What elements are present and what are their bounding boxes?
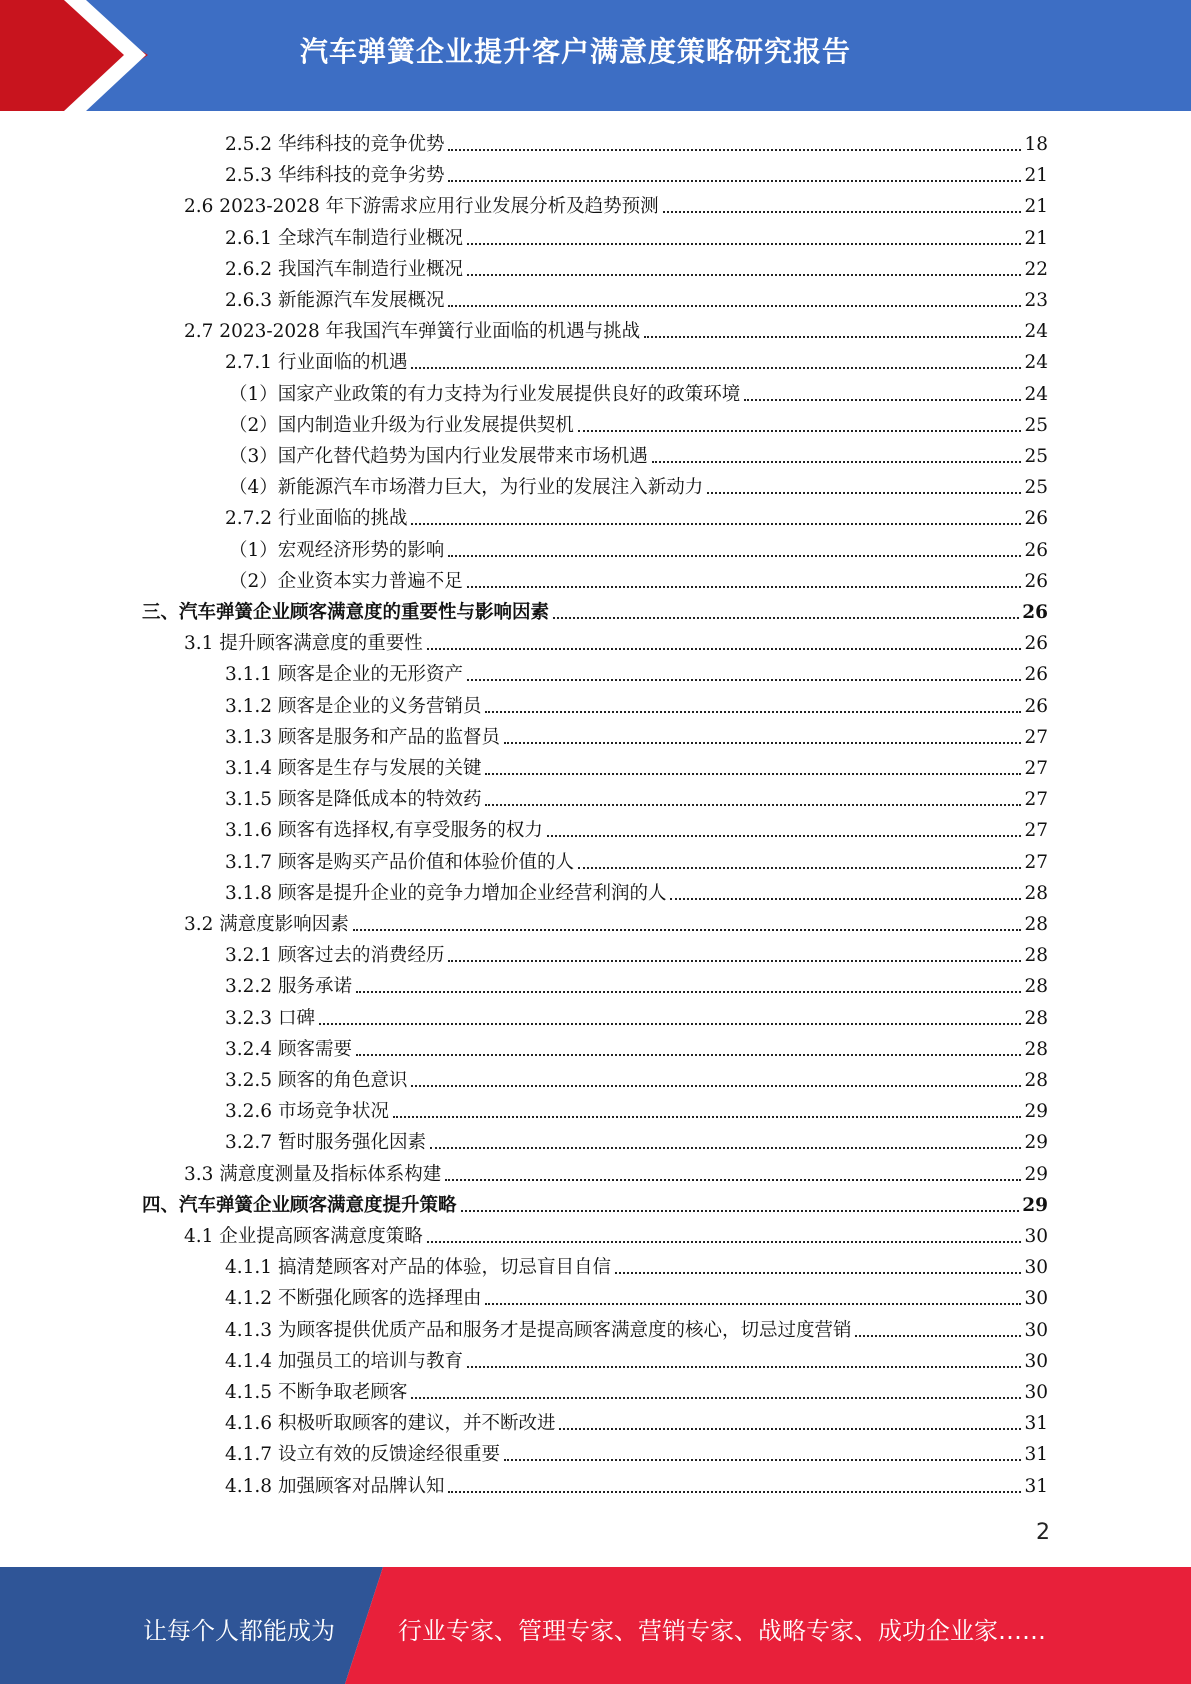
toc-dot-leader (411, 367, 1021, 369)
toc-entry[interactable] (225, 347, 1048, 375)
toc-dot-leader (356, 1054, 1022, 1056)
toc-dot-leader (427, 1241, 1022, 1243)
toc-entry-title: 2.5.3 华纬科技的竞争劣势 (225, 165, 445, 187)
toc-dot-leader (448, 149, 1021, 151)
toc-entry[interactable] (225, 129, 1048, 157)
toc-entry-page: 28 (1024, 914, 1048, 935)
toc-entry[interactable] (225, 223, 1048, 251)
toc-entry-title: 4.1.6 积极听取顾客的建议，并不断改进 (225, 1413, 556, 1435)
toc-entry-page: 26 (1024, 539, 1048, 561)
toc-entry[interactable] (225, 160, 1048, 188)
toc-entry-page: 24 (1024, 321, 1048, 343)
page-header (0, 0, 1191, 111)
toc-entry[interactable] (225, 815, 1048, 843)
toc-entry-title: 3.1 提升顾客满意度的重要性 (184, 633, 423, 655)
toc-entry-page: 28 (1024, 976, 1048, 998)
toc-entry[interactable] (142, 597, 1048, 625)
toc-dot-leader (353, 929, 1022, 931)
toc-entry-title: 3.1.7 顾客是购买产品价值和体验价值的人 (225, 851, 574, 873)
toc-entry-page: 22 (1024, 258, 1048, 280)
toc-entry[interactable] (225, 691, 1048, 719)
toc-entry-title: 3.2.5 顾客的角色意识 (225, 1070, 408, 1091)
toc-dot-leader (663, 211, 1022, 213)
toc-entry-title: 4.1.8 加强顾客对品牌认知 (225, 1475, 445, 1497)
toc-entry-title: 2.6.3 新能源汽车发展概况 (225, 290, 445, 311)
toc-entry-page: 28 (1024, 945, 1048, 967)
toc-entry[interactable] (229, 410, 1048, 438)
toc-dot-leader (615, 1272, 1021, 1274)
toc-entry-page: 30 (1024, 1257, 1048, 1279)
toc-entry-title: 3.1.4 顾客是生存与发展的关键 (225, 758, 482, 779)
toc-entry-page: 25 (1024, 477, 1048, 499)
toc-entry[interactable] (184, 628, 1048, 656)
toc-dot-leader (855, 1335, 1021, 1337)
toc-entry-title: 2.6.1 全球汽车制造行业概况 (225, 227, 463, 249)
toc-entry-title: 3.2.1 顾客过去的消费经历 (225, 945, 445, 967)
toc-dot-leader (485, 1303, 1021, 1305)
toc-entry-page: 21 (1024, 196, 1048, 218)
toc-entry[interactable] (225, 1065, 1048, 1093)
toc-entry-page: 30 (1024, 1319, 1048, 1341)
toc-dot-leader (504, 742, 1021, 744)
toc-entry-title: 2.7 2023-2028 年我国汽车弹簧行业面临的机遇与挑战 (184, 321, 641, 343)
toc-entry-title: 4.1.5 不断争取老顾客 (225, 1382, 408, 1403)
toc-dot-leader (430, 1147, 1021, 1149)
toc-entry[interactable] (225, 940, 1048, 968)
toc-entry-page: 28 (1024, 1007, 1048, 1029)
toc-entry[interactable] (229, 472, 1048, 500)
toc-entry-page: 29 (1022, 1194, 1048, 1216)
toc-dot-leader (448, 960, 1021, 962)
toc-dot-leader (652, 461, 1022, 463)
toc-entry[interactable] (184, 1159, 1048, 1187)
toc-entry[interactable] (225, 1471, 1048, 1499)
toc-dot-leader (445, 1179, 1021, 1181)
toc-entry[interactable] (225, 1439, 1048, 1467)
toc-dot-leader (448, 555, 1021, 557)
toc-entry-title: 3.2 满意度影响因素 (184, 914, 349, 935)
toc-dot-leader (467, 274, 1021, 276)
toc-dot-leader (485, 711, 1021, 713)
toc-entry[interactable] (229, 441, 1048, 469)
toc-dot-leader (448, 180, 1021, 182)
toc-entry-title: 3.1.5 顾客是降低成本的特效药 (225, 789, 482, 811)
toc-entry-page: 30 (1024, 1382, 1048, 1403)
toc-entry[interactable] (225, 1252, 1048, 1280)
toc-entry-title: 4.1.2 不断强化顾客的选择理由 (225, 1288, 482, 1310)
toc-entry[interactable] (184, 191, 1048, 219)
toc-entry-page: 30 (1024, 1288, 1048, 1310)
toc-entry-page: 28 (1024, 1038, 1048, 1060)
toc-entry-title: 3.2.7 暂时服务强化因素 (225, 1132, 426, 1154)
toc-entry-page: 25 (1024, 414, 1048, 436)
toc-entry[interactable] (225, 1377, 1048, 1405)
footer-slogan-left: 让每个人都能成为 (143, 1617, 335, 1645)
toc-dot-leader (485, 773, 1021, 775)
toc-entry[interactable] (184, 909, 1048, 937)
toc-dot-leader (707, 492, 1021, 494)
toc-entry-title: （2）企业资本实力普遍不足 (229, 570, 463, 592)
toc-dot-leader (578, 430, 1022, 432)
toc-dot-leader (319, 1023, 1022, 1025)
toc-entry-title: 4.1.1 搞清楚顾客对产品的体验，切忌盲目自信 (225, 1257, 611, 1279)
toc-entry-page: 29 (1024, 1132, 1048, 1154)
toc-entry-page: 28 (1024, 1070, 1048, 1091)
toc-entry-title: 3.1.1 顾客是企业的无形资产 (225, 664, 463, 686)
toc-entry-title: 4.1.7 设立有效的反馈途经很重要 (225, 1444, 500, 1466)
toc-dot-leader (411, 1085, 1021, 1087)
toc-entry-page: 27 (1024, 851, 1048, 873)
toc-dot-leader (744, 399, 1021, 401)
toc-entry[interactable] (225, 1003, 1048, 1031)
toc-entry-page: 18 (1024, 134, 1048, 155)
toc-entry-title: （1）宏观经济形势的影响 (229, 539, 445, 561)
toc-entry-page: 31 (1024, 1475, 1048, 1497)
toc-dot-leader (393, 1116, 1021, 1118)
toc-entry-page: 30 (1024, 1350, 1048, 1372)
toc-entry-page: 24 (1024, 383, 1048, 405)
toc-entry-page: 26 (1024, 570, 1048, 592)
toc-entry-page: 23 (1024, 290, 1048, 311)
toc-entry[interactable] (225, 878, 1048, 906)
toc-dot-leader (448, 305, 1021, 307)
toc-entry-title: 四、汽车弹簧企业顾客满意度提升策略 (142, 1194, 457, 1216)
toc-entry-title: 3.2.2 服务承诺 (225, 976, 352, 998)
toc-entry-page: 29 (1024, 1163, 1048, 1185)
toc-entry[interactable] (225, 254, 1048, 282)
toc-entry-page: 26 (1024, 695, 1048, 717)
page-footer (0, 1567, 1191, 1684)
toc-entry-page: 25 (1024, 446, 1048, 467)
toc-entry-title: （2）国内制造业升级为行业发展提供契机 (229, 414, 574, 436)
toc-dot-leader (461, 1210, 1020, 1212)
toc-entry-page: 26 (1022, 602, 1048, 623)
toc-entry-title: 3.1.8 顾客是提升企业的竞争力增加企业经营利润的人 (225, 882, 667, 904)
toc-entry[interactable] (229, 379, 1048, 407)
toc-entry-title: 3.2.3 口碑 (225, 1007, 315, 1029)
toc-entry-page: 27 (1024, 820, 1048, 842)
toc-dot-leader (670, 898, 1021, 900)
page-number: 2 (1036, 1520, 1050, 1545)
footer-slogan-right: 行业专家、管理专家、营销专家、战略专家、成功企业家…… (398, 1617, 1046, 1645)
toc-entry[interactable] (225, 1096, 1048, 1124)
toc-dot-leader (411, 523, 1021, 525)
toc-entry-title: （3）国产化替代趋势为国内行业发展带来市场机遇 (229, 446, 648, 467)
toc-dot-leader (427, 648, 1022, 650)
toc-entry-title: 3.2.4 顾客需要 (225, 1038, 352, 1060)
toc-entry-title: 3.1.3 顾客是服务和产品的监督员 (225, 726, 500, 748)
toc-entry-title: 3.2.6 市场竞争状况 (225, 1101, 389, 1123)
toc-entry[interactable] (225, 659, 1048, 687)
toc-entry[interactable] (184, 1221, 1048, 1249)
toc-entry-page: 21 (1024, 165, 1048, 187)
toc-entry[interactable] (225, 1034, 1048, 1062)
toc-dot-leader (448, 1491, 1021, 1493)
toc-entry[interactable] (225, 722, 1048, 750)
toc-entry-page: 21 (1024, 227, 1048, 249)
toc-entry-title: 2.7.2 行业面临的挑战 (225, 508, 408, 530)
toc-entry[interactable] (229, 566, 1048, 594)
toc-entry-page: 26 (1024, 633, 1048, 655)
toc-entry-page: 24 (1024, 352, 1048, 374)
toc-dot-leader (644, 336, 1021, 338)
toc-entry-title: （4）新能源汽车市场潜力巨大，为行业的发展注入新动力 (229, 477, 704, 499)
toc-entry-title: 2.6.2 我国汽车制造行业概况 (225, 258, 463, 280)
toc-dot-leader (559, 1428, 1021, 1430)
toc-entry-title: 3.1.2 顾客是企业的义务营销员 (225, 695, 482, 717)
toc-dot-leader (467, 586, 1022, 588)
toc-entry-page: 31 (1024, 1413, 1048, 1435)
toc-entry[interactable] (225, 1127, 1048, 1155)
toc-entry-page: 29 (1024, 1101, 1048, 1123)
toc-entry-page: 30 (1024, 1226, 1048, 1247)
toc-entry[interactable] (225, 971, 1048, 999)
toc-entry-title: 4.1 企业提高顾客满意度策略 (184, 1226, 423, 1247)
toc-entry-title: 4.1.3 为顾客提供优质产品和服务才是提高顾客满意度的核心，切忌过度营销 (225, 1319, 852, 1341)
toc-entry-page: 27 (1024, 789, 1048, 811)
toc-entry-title: 2.7.1 行业面临的机遇 (225, 352, 408, 374)
toc-entry[interactable] (225, 784, 1048, 812)
toc-dot-leader (467, 679, 1021, 681)
toc-entry-page: 26 (1024, 664, 1048, 686)
toc-entry[interactable] (225, 285, 1048, 313)
toc-entry-page: 26 (1024, 508, 1048, 530)
toc-entry[interactable] (225, 1283, 1048, 1311)
toc-dot-leader (553, 617, 1019, 619)
toc-entry[interactable] (225, 1346, 1048, 1374)
toc-entry[interactable] (225, 1315, 1048, 1343)
toc-entry-title: 3.1.6 顾客有选择权,有享受服务的权力 (225, 820, 543, 842)
toc-entry-title: 3.3 满意度测量及指标体系构建 (184, 1163, 442, 1185)
toc-entry-title: （1）国家产业政策的有力支持为行业发展提供良好的政策环境 (229, 383, 741, 405)
header-title: 汽车弹簧企业提升客户满意度策略研究报告 (300, 35, 852, 68)
toc-dot-leader (504, 1459, 1021, 1461)
toc-dot-leader (578, 867, 1021, 869)
toc-entry-title: 4.1.4 加强员工的培训与教育 (225, 1350, 463, 1372)
toc-entry-title: 三、汽车弹簧企业顾客满意度的重要性与影响因素 (142, 602, 550, 623)
toc-entry[interactable] (142, 1190, 1048, 1218)
toc-entry-page: 31 (1024, 1444, 1048, 1466)
toc-entry[interactable] (225, 753, 1048, 781)
toc-dot-leader (485, 804, 1021, 806)
toc-entry-page: 28 (1024, 882, 1048, 904)
toc-entry-title: 2.6 2023-2028 年下游需求应用行业发展分析及趋势预测 (184, 196, 659, 218)
toc-dot-leader (356, 991, 1022, 993)
toc-entry[interactable] (225, 503, 1048, 531)
toc-dot-leader (547, 835, 1022, 837)
toc-entry[interactable] (184, 316, 1048, 344)
toc-entry-page: 27 (1024, 726, 1048, 748)
toc-dot-leader (411, 1397, 1021, 1399)
toc-entry-title: 2.5.2 华纬科技的竞争优势 (225, 134, 445, 155)
toc-entry[interactable] (229, 535, 1048, 563)
toc-dot-leader (467, 243, 1021, 245)
toc-entry[interactable] (225, 1408, 1048, 1436)
toc-dot-leader (467, 1366, 1021, 1368)
toc-entry[interactable] (225, 847, 1048, 875)
toc-entry-page: 27 (1024, 758, 1048, 779)
